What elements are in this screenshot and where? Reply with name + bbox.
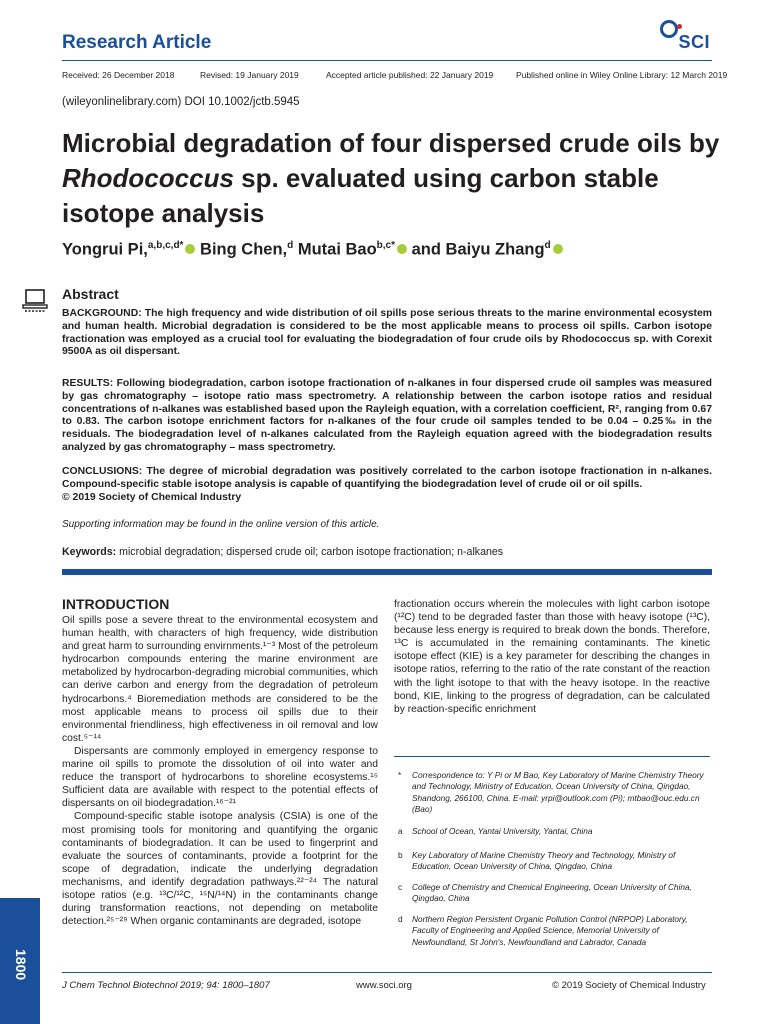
author-affil: d bbox=[287, 240, 294, 251]
author-affil: b,c* bbox=[376, 240, 396, 251]
laptop-icon bbox=[22, 286, 48, 314]
footer-website[interactable]: www.soci.org bbox=[356, 980, 412, 991]
intro-paragraph: Dispersants are commonly employed in emergency response to marine oil spills to promote the dissolution of oil into water and reduce the transport of hydrocarbons to shoreline ecosystems.¹⁵ Sufficient data are available with respect to the potential effects of dispersants on oil biodegradation.¹⁶⁻²¹ bbox=[62, 745, 378, 810]
author-list bbox=[62, 240, 563, 260]
abstract-background: BACKGROUND: The high frequency and wide distribution of oil spills pose serious threats to the marine environmental ecosystem and human health. Microbial degradation is considered to be the most applicable means to process oil spills. Carbon isotope fractionation was employed as a crucial tool for evaluating the biodegradation of four crude oils by Rhodococcus sp. with Corexit 9500A as oil dispersant. bbox=[62, 308, 712, 358]
footnote-label: c bbox=[398, 882, 403, 892]
footnote-correspondence bbox=[394, 770, 712, 816]
title-part1: Microbial degradation of four dispersed crude oils by bbox=[62, 128, 720, 158]
orcid-icon[interactable] bbox=[553, 244, 563, 254]
sci-logo bbox=[650, 18, 712, 52]
intro-heading: INTRODUCTION bbox=[62, 596, 170, 612]
orcid-icon[interactable] bbox=[397, 244, 407, 254]
intro-left-column bbox=[62, 614, 378, 928]
footnote-label: * bbox=[398, 770, 402, 780]
page-number: 1800 bbox=[13, 949, 29, 981]
title-part2: sp. evaluated using carbon stable isotope analysis bbox=[62, 163, 659, 228]
author-affil: a,b,c,d* bbox=[147, 240, 184, 251]
footnote-text: College of Chemistry and Chemical Engineering, Ocean University of China, Qingdao, China bbox=[412, 882, 692, 904]
article-title bbox=[62, 126, 722, 231]
header-rule bbox=[62, 60, 712, 61]
footnote-text: Correspondence to: Y Pi or M Bao, Key Laboratory of Marine Chemistry Theory and Technology, Ministry of Education, Ocean University of China, Qingdao, Shandong, 266100, China. E-mail: yrpi@outlook.com (Pi); mtbao@ouc.edu.cn (Bao) bbox=[412, 770, 704, 815]
author-name[interactable]: Yongrui Pi, bbox=[62, 240, 148, 259]
supporting-info-note: Supporting information may be found in the online version of this article. bbox=[62, 519, 380, 530]
abstract-heading: Abstract bbox=[62, 286, 119, 302]
footnote-text: School of Ocean, Yantai University, Yantai, China bbox=[412, 826, 593, 836]
logo-dot-icon bbox=[677, 24, 682, 29]
footnote-rule bbox=[394, 756, 710, 757]
revised-date: Revised: 19 January 2019 bbox=[200, 70, 299, 80]
keywords-text: microbial degradation; dispersed crude oil; carbon isotope fractionation; n-alkanes bbox=[116, 546, 504, 558]
footnote-text: Northern Region Persistent Organic Pollution Control (NRPOP) Laboratory, Faculty of Engineering and Applied Science, Memorial University of Newfoundland, St John's, Newfoundland and Labrador, Canada bbox=[412, 914, 688, 947]
intro-paragraph: Compound-specific stable isotope analysis (CSIA) is one of the most promising tools for monitoring and quantifying the organic contaminants of biodegradation. It can be used to fingerprint and evaluate the sources of contaminants, provide a footprint for the scope of degradation, indicate the underlying degradation mechanisms, and identify degradation pathways.²²⁻²⁴ The natural isotope ratios (e.g. ¹³C/¹²C, ¹⁵N/¹⁴N) in the contaminants change during transformation reactions, not depending on metabolite detection.²⁵⁻²⁹ When organic contaminants are degraded, isotope bbox=[62, 811, 378, 928]
intro-paragraph: fractionation occurs wherein the molecules with light carbon isotope (¹²C) tend to be degraded faster than those with heavy isotope (¹³C), because less energy is required to break down the bonds. Therefore, ¹³C is accumulated in the remaining contaminants. The kinetic isotope effect (KIE) is a key parameter for describing the changes in isotope ratios, referring to the ratio of the rate constant of the reaction with the light isotope to that with the heavy isotope. In the reactive bond, KIE, linking to the progress of degradation, can be calculated by reaction-specific enrichment bbox=[394, 599, 710, 715]
author-name[interactable]: Bing Chen, bbox=[200, 240, 288, 259]
footnote-label: d bbox=[398, 914, 403, 924]
footnote-affiliation bbox=[394, 882, 712, 905]
footnote-affiliation bbox=[394, 914, 712, 948]
article-type-label: Research Article bbox=[62, 32, 212, 53]
footer-copyright: © 2019 Society of Chemical Industry bbox=[552, 980, 706, 991]
footnote-affiliation bbox=[394, 850, 712, 873]
footnote-label: a bbox=[398, 826, 403, 836]
abstract-copyright: © 2019 Society of Chemical Industry bbox=[62, 491, 242, 503]
footnote-affiliation bbox=[394, 826, 712, 837]
footnote-label: b bbox=[398, 850, 403, 860]
footer-journal: J Chem Technol Biotechnol 2019; 94: 1800–1807 bbox=[62, 980, 270, 991]
accepted-date: Accepted article published: 22 January 2019 bbox=[326, 70, 494, 80]
keywords-line bbox=[62, 546, 503, 558]
logo-text: SCI bbox=[678, 32, 710, 52]
keywords-label: Keywords: bbox=[62, 546, 117, 558]
section-rule bbox=[62, 569, 712, 575]
published-date: Published online in Wiley Online Library: 12 March 2019 bbox=[516, 70, 728, 80]
intro-right-column bbox=[394, 598, 710, 716]
conclusions-text: CONCLUSIONS: The degree of microbial degradation was positively correlated to the carbon isotope fractionation in n-alkanes. Compound-specific stable isotope analysis is capable of quantifying the biodegradation level of crude oil or oil spills. bbox=[62, 466, 712, 490]
logo-ring-icon bbox=[660, 20, 678, 38]
author-name[interactable]: and Baiyu Zhang bbox=[411, 240, 545, 259]
title-italic: Rhodococcus bbox=[62, 163, 234, 193]
abstract-results: RESULTS: Following biodegradation, carbon isotope fractionation of n-alkanes in four dispersed crude oil samples was measured by gas chromatography – isotope ratio mass spectrometry. A relationship between the carbon isotope ratios and residual concentrations of n-alkanes was established based upon the Rayleigh equation, with a correlation coefficient, R², ranging from 0.67 to 0.83. The carbon isotope enrichment factors for n-alkanes of the four crude oil samples tended to be 0.04 – 0.25‰ in the residuals. The biodegradation level of n-alkanes calculated from the Rayleigh equation agreed with the biodegradation results analyzed by gas chromatography – mass spectrometry. bbox=[62, 378, 712, 453]
author-name[interactable]: Mutai Bao bbox=[297, 240, 377, 259]
orcid-icon[interactable] bbox=[185, 244, 195, 254]
abstract-conclusions bbox=[62, 466, 712, 504]
received-date: Received: 26 December 2018 bbox=[62, 70, 175, 80]
footnote-text: Key Laboratory of Marine Chemistry Theory and Technology, Ministry of Education, Ocean University of China, Qingdao, China bbox=[412, 850, 676, 872]
author-affil: d bbox=[544, 240, 551, 251]
intro-paragraph: Oil spills pose a severe threat to the environmental ecosystem and human health, with characters of high frequency, wide distribution and great harm to surrounding envirnments.¹⁻³ Most of the petroleum hydrocarbon compounds entering the marine environment are metabolized by hydrocarbon-degrading microbial communities, which can derive carbon and energy from the degradation of petroleum hydrocarbons.⁴ Bioremediation methods are considered to be the most applicable means to process oil spills due to their environmental friendliness, high effectiveness in oil removal and low cost.⁵⁻¹⁴ bbox=[62, 615, 378, 744]
doi-line[interactable]: (wileyonlinelibrary.com) DOI 10.1002/jctb.5945 bbox=[62, 96, 300, 108]
footer-rule bbox=[62, 972, 712, 973]
